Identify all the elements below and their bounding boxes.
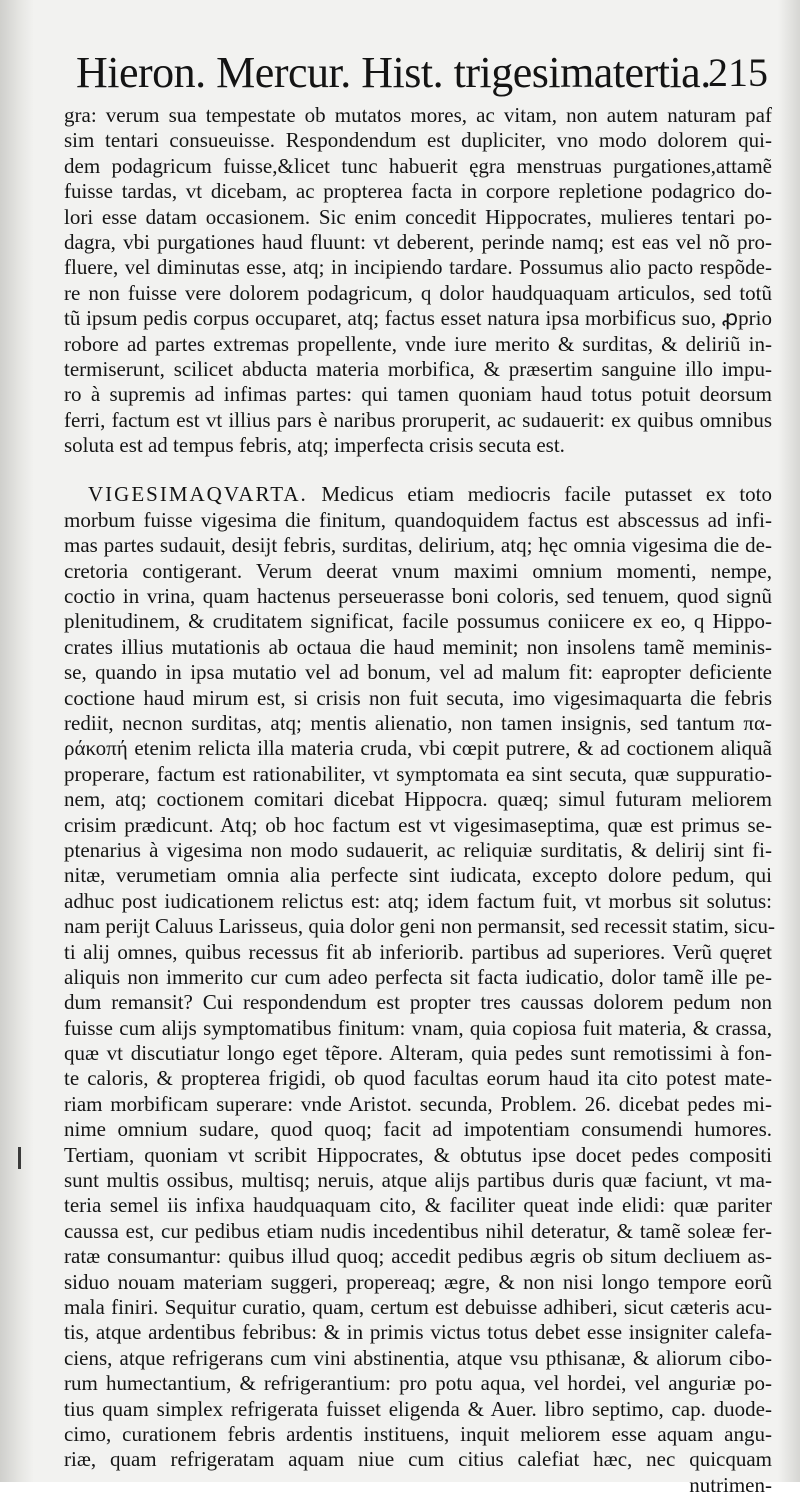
text-line: lori esse datam occasionem. Sic enim concedit Hippocrates, mulieres tentari po- [64,204,772,229]
text-line: aliquis non immerito cur cum adeo perfecta sit facta iudicatio, dolor tamẽ ille pe- [64,964,772,989]
text-line: termiserunt, scilicet abducta materia morbifica, & præsertim sanguine illo impu- [64,356,772,381]
text-line: crisim prædicunt. Atq; ob hoc factum est vt vigesimaseptima, quæ est primus se- [64,812,772,837]
text-line: riam morbificam superare: vnde Aristot. secunda, Problem. 26. dicebat pedes mi- [64,1091,772,1116]
margin-mark [18,1147,21,1169]
text-line: ro à supremis ad infimas partes: qui tamen quoniam haud totus potuit deorsum [64,382,772,407]
text-line: tis, atque ardentibus febribus: & in primis victus totus debet esse insigniter calefa- [64,1320,772,1345]
text-line: tius quam simplex refrigerata fuisset eligenda & Auer. libro septimo, cap. duode- [64,1396,772,1421]
text-line: sunt multis ossibus, multisq; neruis, atque alijs partibus duris quæ faciunt, vt ma- [64,1168,772,1193]
text-line: ferri, factum est vt illius pars è naribus proruperit, ac sudauerit: ex quibus omnibus [64,407,772,432]
text-line: caussa est, cur pedibus etiam nudis incedentibus nihil deteratur, & tamẽ soleæ fer- [64,1218,772,1243]
text-line: coctio in vrina, quam hactenus perseuerasse boni coloris, sed tenuem, quod signũ [64,584,772,609]
text-line: se, quando in ipsa mutatio vel ad bonum, vel ad malum fit: eapropter deficiente [64,660,772,685]
page-header [68,44,768,102]
page-shadow-left [0,0,34,1482]
text-line: Tertiam, quoniam vt scribit Hippocrates, & obtutus ipse docet pedes compositi [64,1142,772,1167]
text-line: mas partes sudauit, desijt febris, surditas, delirium, atq; hęc omnia vigesima die de- [64,533,772,558]
text-line: sim tentari consueuisse. Respondendum est dupliciter, vno modo dolorem qui- [64,128,772,153]
text-line-rest: Medicus etiam mediocris facile putasset ex toto [307,482,772,507]
text-line: gra: verum sua tempestate ob mutatos mores, ac vitam, non autem naturam paf [64,103,772,127]
text-line: nitæ, verumetiam omnia alia perfecte sint iudicata, excepto dolore pedum, qui [64,863,772,888]
text-line: ράκοπή etenim relicta illa materia cruda, vbi cœpit putrere, & ad coctionem aliquã [64,736,772,761]
text-line: riæ, quam refrigeratam aquam niue cum citius calefiat hæc, nec quicquam [64,1447,772,1472]
text-line: robore ad partes extremas propellente, vnde iure merito & surditas, & deliriũ in- [64,331,772,356]
text-line: nime omnium sudare, quod quoq; facit ad impotentiam consumendi humores. [64,1117,772,1142]
paragraph-gap [64,458,772,482]
body-text [64,103,775,1498]
text-line: nem, atq; coctionem comitari dicebat Hippocra. quæq; simul futuram meliorem [64,787,772,812]
text-line: fluere, vel diminutas esse, atq; in incipiendo tardare. Possumus alio pacto respõde- [64,255,772,280]
text-line: ratæ consumantur: quibus illud quoq; accedit pedibus ægris ob situm decliuem as- [64,1244,772,1269]
text-line: morbum fuisse vigesima die finitum, quandoquidem factus est abscessus ad infi- [64,507,772,532]
text-line: dem podagricum fuisse,&licet tunc habuerit ęgra menstruas purgationes,attamẽ [64,153,772,178]
section-heading: VIGESIMAQVARTA. [88,482,308,507]
text-line: ciens, atque refrigerans cum vini abstinentia, atque vsu pthisanæ, & aliorum cibo- [64,1345,772,1370]
text-line: fuisse cum alijs symptomatibus finitum: vnam, quia copiosa fuit materia, & crassa, [64,1015,772,1040]
text-line: ti alij omnes, quibus recessus fit ab inferiorib. partibus ad superiores. Verũ quęret [64,939,772,964]
text-line: tũ ipsum pedis corpus occuparet, atq; factus esset natura ipsa morbificus suo, ꝓprio [64,306,772,331]
page-shadow-right [778,0,800,1482]
text-line: siduo nouam materiam suggeri, propereaq; ægre, & non nisi longo tempore eorũ [64,1269,772,1294]
text-line: plenitudinem, & cruditatem significat, facile possumus coniicere ex eo, q Hippo- [64,609,772,634]
text-line: adhuc post iudicationem relictus est: atq; idem factum fuit, vt morbus sit solutus: [64,888,772,913]
text-line: re non fuisse vere dolorem podagricum, q dolor haudquaquam articulos, sed totũ [64,280,772,305]
text-line: dagra, vbi purgationes haud fluunt: vt deberent, perinde namq; est eas vel nõ pro- [64,229,772,254]
text-line: rediit, necnon surditas, atq; mentis alienatio, non tamen insignis, sed tantum πα- [64,710,772,735]
text-line: te caloris, & propterea frigidi, ob quod facultas eorum haud ita cito potest mate- [64,1066,772,1091]
page-number: 215 [708,50,768,95]
text-line: nam perijt Caluus Larisseus, quia dolor geni non permansit, sed recessit statim, sicu- [64,914,775,939]
text-line [64,482,772,507]
text-line: ptenarius à vigesima non modo sudauerit, ac reliquiæ surditatis, & delirij sint fi- [64,837,772,862]
text-line: mala finiri. Sequitur curatio, quam, certum est debuisse adhiberi, sicut cæteris acu- [64,1294,772,1319]
text-line: rum humectantium, & refrigerantium: pro potu aqua, vel hordei, vel anguriæ po- [64,1371,772,1396]
text-line: cretoria contigerant. Verum deerat vnum maximi omnium momenti, nempe, [64,558,772,583]
text-line: cimo, curationem febris ardentis instituens, inquit meliorem esse aquam angu- [64,1421,772,1446]
running-head: Hieron. Mercur. Hist. trigesimatertia. [76,48,711,97]
text-line: soluta est ad tempus febris, atq; imperfecta crisis secuta est. [64,433,565,458]
catchword: nutrimen- [689,1472,772,1497]
text-line: teria semel iis infixa haudquaquam cito, & faciliter queat inde elidi: quæ pariter [64,1193,772,1218]
text-line: crates illius mutationis ab octaua die haud meminit; non insolens tamẽ meminis- [64,634,772,659]
text-line: fuisse tardas, vt dicebam, ac propterea facta in corpore repletione podagrico do- [64,179,772,204]
text-line: properare, factum est rationabiliter, vt symptomata ea sint secuta, quæ suppuratio- [64,761,772,786]
text-line: coctione haud mirum est, si crisis non fuit secuta, imo vigesimaquarta die febris [64,685,772,710]
text-line: dum remansit? Cui respondendum est propter tres caussas dolorem pedum non [64,990,772,1015]
text-line: quæ vt discutiatur longo eget tẽpore. Alteram, quia pedes sunt remotissimi à fon- [64,1041,772,1066]
